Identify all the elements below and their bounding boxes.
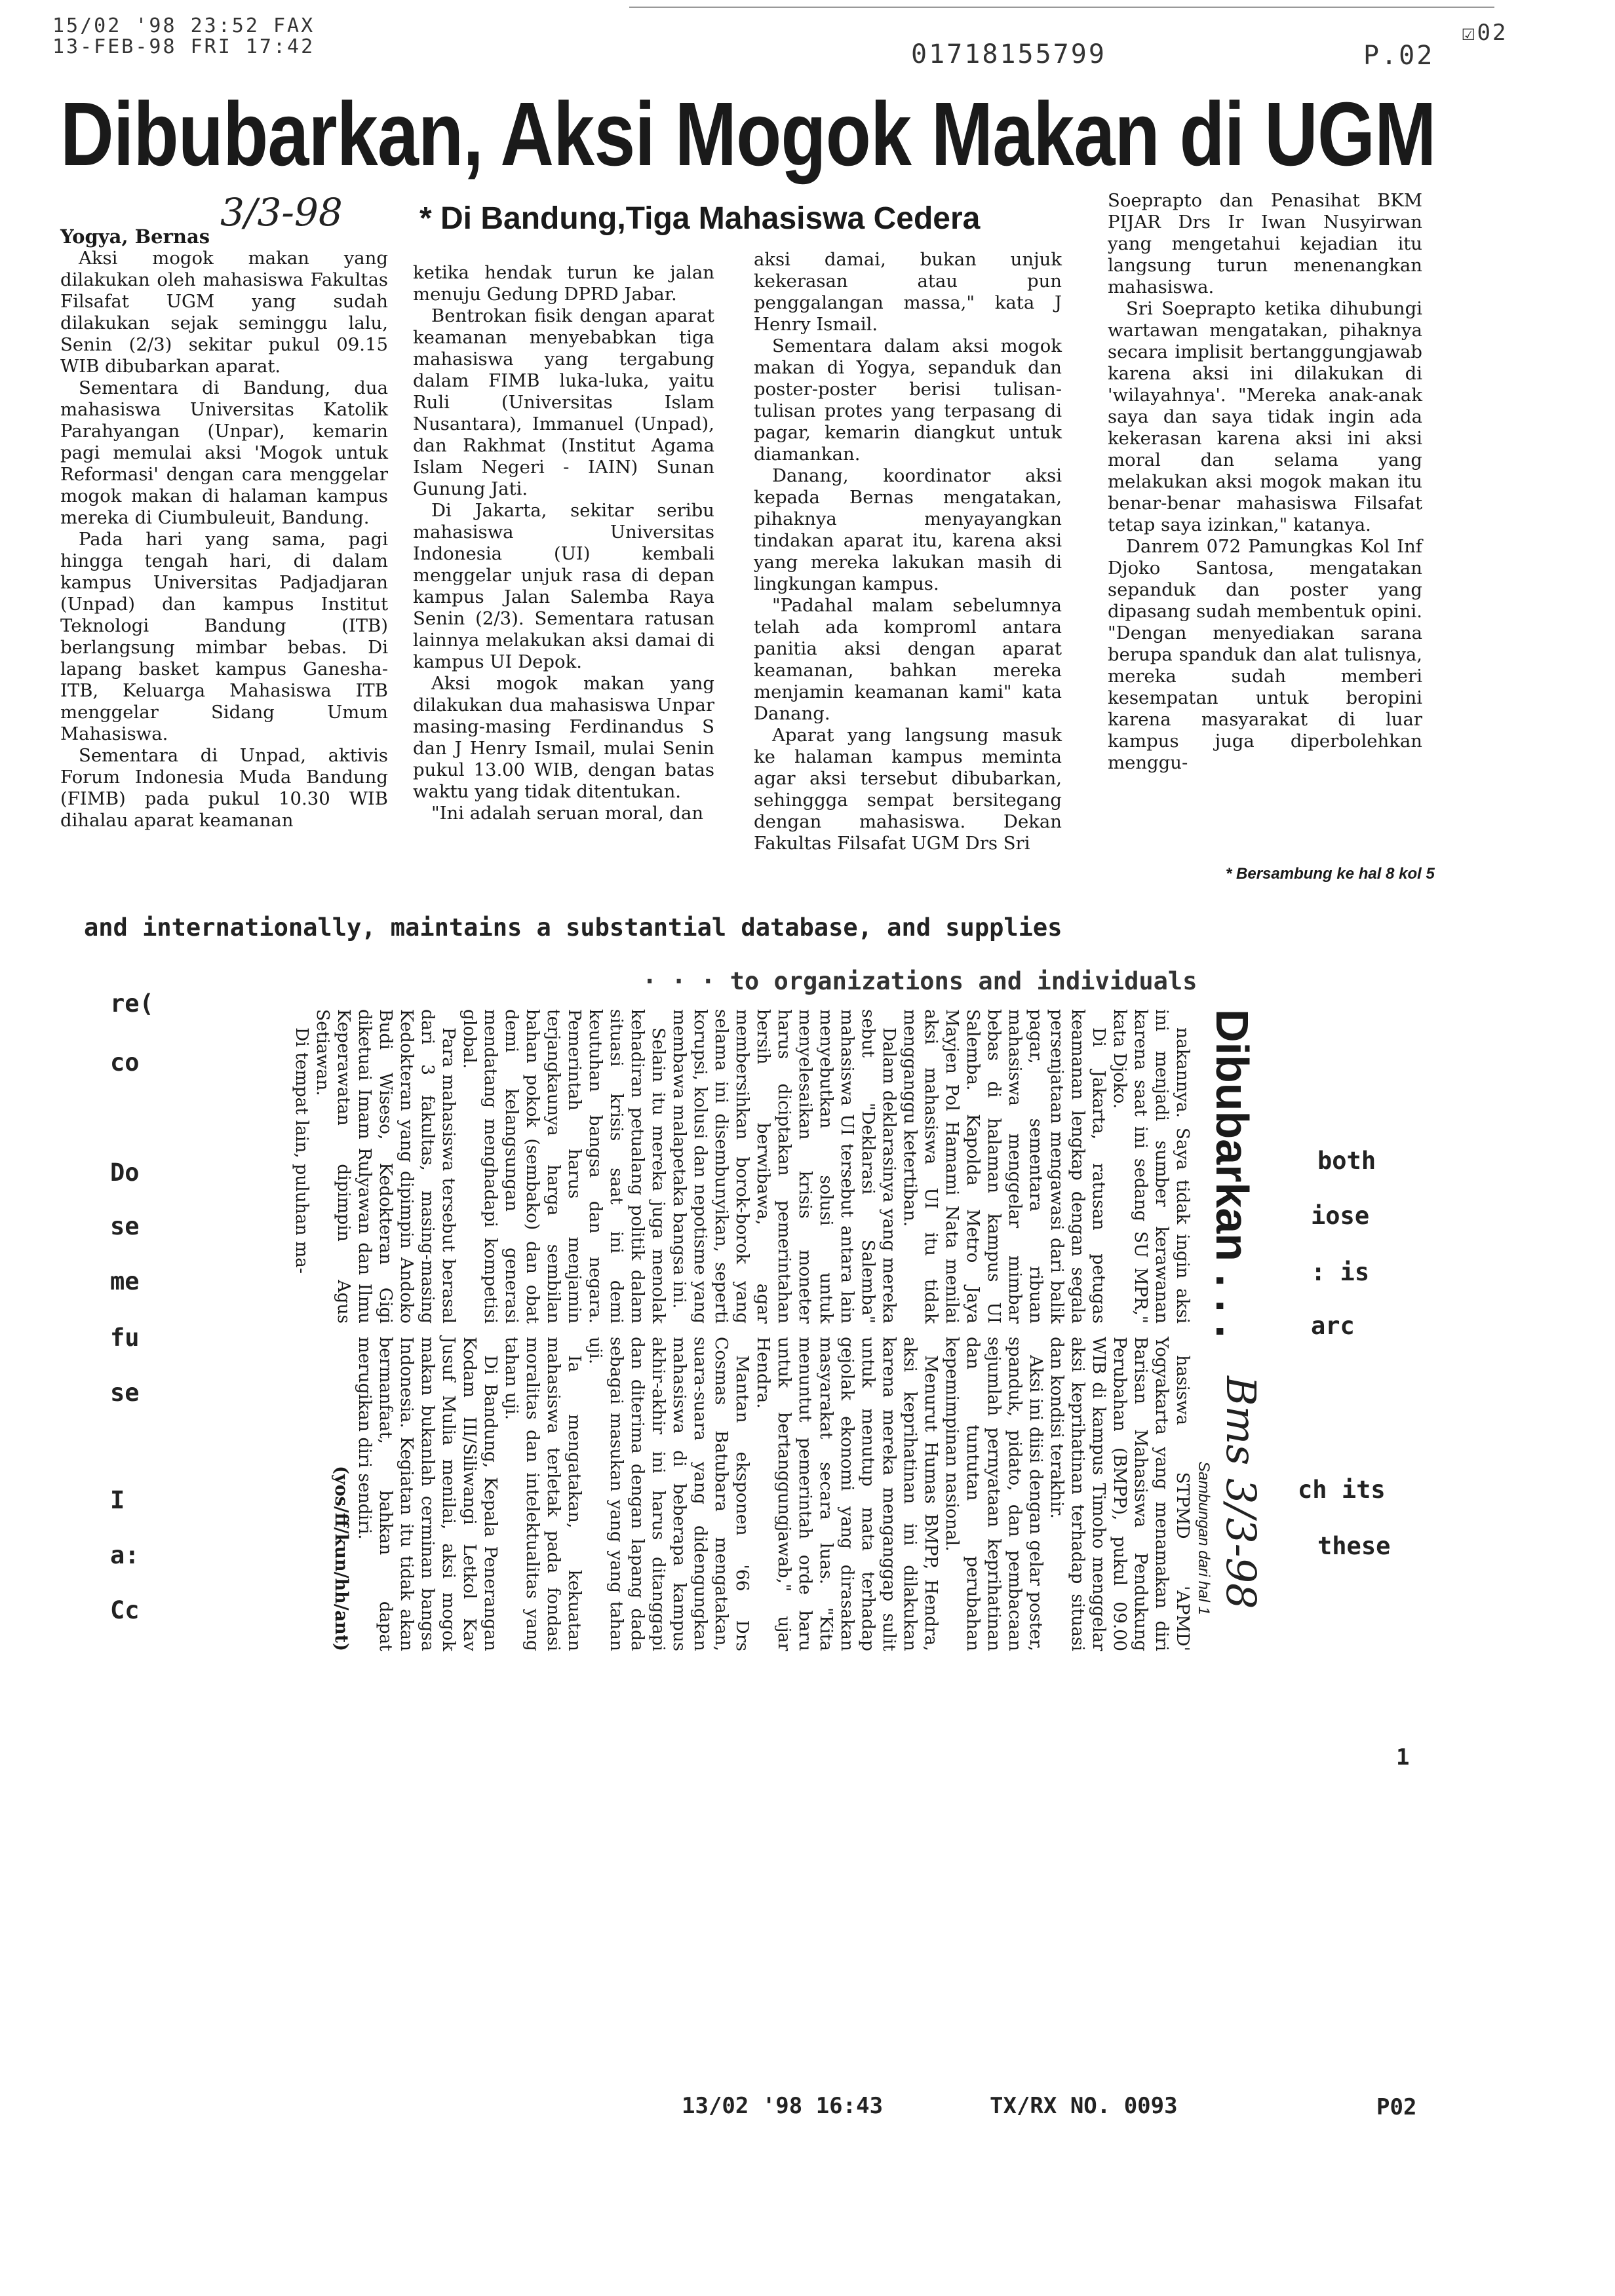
fax-number: 01718155799 [911, 39, 1106, 69]
fax-top-rule [629, 7, 1494, 8]
continuation-clipping [292, 1009, 1291, 1651]
paragraph: Aksi mogok makan yang dilakukan oleh mahasiswa Fakultas Filsafat UGM yang sudah dilakukan sejak seminggu lalu, Senin (2/3) sekitar pukul 09.15 WIB dibubarkan aparat. [60, 248, 388, 377]
continued-note: * Bersambung ke hal 8 kol 5 [1226, 865, 1435, 883]
paragraph: Sri Soeprapto ketika dihubungi wartawan mengatakan, pihaknya secara implisit bertanggungjawab karena aksi ini dilakukan di 'wilayahnya'. "Mereka anak-anak saya dan saya tidak ingin ada kekerasan karena aksi ini aksi moral dan selama yang melakukan aksi mogok makan itu benar-benar mahasiswa Filsafat tetap saya izinkan," katanya. [1108, 298, 1422, 535]
paragraph: Para mahasiswa tersebut berasal dari 3 fakultas, masing-masing Kedokteran yang dipimpin Andoko Budi Wiseso, Kedokteran Gigi diketuai Imam Rulyawan dan Ilmu Keperawatan dipimpin Agus Setiawan. [313, 1009, 459, 1324]
subhead: * Di Bandung,Tiga Mahasiswa Cedera [419, 201, 981, 236]
typed-fragment: co [110, 1048, 140, 1077]
fax-footer-page: P02 [1376, 2094, 1417, 2120]
paragraph: Bentrokan fisik dengan aparat keamanan menyebabkan tiga mahasiswa yang tergabung dalam FIMB luka-luka, yaitu Ruli (Universitas Islam Nusantara), Immanuel (Unpad), dan Rakhmat (Institut Agama Islam Negeri - IAIN) Sunan Gunung Jati. [413, 305, 714, 499]
typed-fragment: I [110, 1486, 125, 1514]
paragraph: Di tempat lain, puluhan ma- [292, 1027, 312, 1274]
typed-overlay-line1: and internationally, maintains a substantial database, and supplies [84, 913, 1062, 942]
typed-fragment: se [110, 1379, 140, 1407]
typed-overlay-line2: · · · to organizations and individuals [642, 967, 1197, 995]
paragraph: Danang, koordinator aksi kepada Bernas mengatakan, pihaknya menyayangkan tindakan aparat itu, karena aksi yang mereka lakukan masih di lingkungan kampus. [754, 465, 1062, 594]
typed-fragment: both [1317, 1147, 1376, 1175]
paragraph: Danrem 072 Pamungkas Kol Inf Djoko Santosa, mengatakan sepanduk dan poster yang dipasang sudah membentuk opini. "Dengan menyediakan sarana berupa spanduk dan alat tulisnya, mereka sudah memberi kesempatan untuk beropini karena masyarakat di luar kampus juga diperbolehkan menggu- [1108, 536, 1422, 773]
typed-fragment: fu [110, 1324, 140, 1352]
typed-fragment: iose [1311, 1202, 1370, 1230]
typed-fragment: a: [110, 1541, 140, 1569]
continuation-column-2 [330, 1337, 1193, 1651]
typed-fragment: Do [110, 1158, 140, 1187]
paragraph: aksi damai, bukan unjuk kekerasan atau pun penggalangan massa," kata J Henry Ismail. [754, 249, 1062, 335]
fax-footer-txrx: TX/RX NO. 0093 [990, 2093, 1178, 2119]
paragraph: Aksi mogok makan yang dilakukan dua mahasiswa Unpar masing-masing Ferdinandus S dan J Henry Ismail, mulai Senin pukul 13.00 WIB, dengan batas waktu yang tidak ditentukan. [413, 673, 714, 802]
continuation-signature: (yos/ff/kun/hh/ant) [331, 1466, 351, 1651]
paragraph: Di Jakarta, ratusan petugas keamanan lengkap dengan segala persenjataan mengawasi dari balik pagar, sementara ribuan mahasiswa menggelar mimbar bebas di halaman kampus UI Salemba. Kapolda Metro Jaya Mayjen Pol Hamami Nata menilai aksi mahasiswa UI itu tidak mengganggu ketertiban. [900, 1009, 1109, 1324]
continuation-column-1 [291, 1009, 1193, 1324]
paragraph: ketika hendak turun ke jalan menuju Gedung DPRD Jabar. [413, 262, 714, 305]
paragraph: Selain itu mereka juga menolak kehadiran petualang politik dalam situasi krisis saat ini demi keutuhan bangsa dan negara. Pemerintah harus menjamin terjangkaunya harga sembilan bahan pokok (sembako) dan obat demi kelangsungan generasi mendatang menghadapi kompetisi global. [459, 1009, 669, 1324]
typed-fragment: me [110, 1267, 140, 1295]
handwritten-date: 3/3-98 [220, 190, 343, 235]
article-column-2 [413, 262, 714, 824]
fax-corner-mark: ☑02 [1462, 20, 1508, 46]
fax-header-line1: 15/02 '98 23:52 FAX [52, 14, 315, 37]
paragraph: Dalam deklarasinya yang mereka sebut "Deklarasi Salemba" mahasiswa UI tersebut antara lain menyebutkan solusi untuk menyelesaikan krisis moneter harus diciptakan pemerintahan bersih berwibawa, agar membersihkan borok-borok yang selama ini disembunyikan, seperti korupsi, kolusi dan nepotisme yang membawa malapetaka bangsa ini. [669, 1009, 899, 1324]
typed-fragment: se [110, 1212, 140, 1240]
continuation-handwritten-date: Bms 3/3-98 [1217, 1376, 1265, 1609]
typed-fragment: re( [110, 989, 154, 1018]
paragraph: Ia mengatakan, kekuatan mahasiswa terletak pada fondasi moralitas dan intelektualitas yang tahan uji. [501, 1337, 585, 1651]
paragraph: "Ini adalah seruan moral, dan [431, 803, 704, 824]
paragraph: Sementara di Unpad, aktivis Forum Indonesia Muda Bandung (FIMB) pada pukul 10.30 WIB dihalau aparat keamanan [60, 745, 388, 831]
article-column-4 [1108, 190, 1422, 774]
paragraph: Sementara di Bandung, dua mahasiswa Universitas Katolik Parahyangan (Unpar), kemarin pagi memulai aksi 'Mogok untuk Reformasi' dengan cara menggelar mogok makan di halaman kampus mereka di Ciumbuleuit, Bandung. [60, 377, 388, 528]
continuation-from-note: Sambungan dari hal 1 [1195, 1461, 1213, 1615]
paragraph: nakannya. Saya tidak ingin aksi ini menjadi sumber kerawanan karena saat ini sedang SU MPR," kata Djoko. [1110, 1009, 1193, 1324]
headline: Dibubarkan, Aksi Mogok Makan di UGM [60, 84, 1436, 185]
paragraph: Menurut Humas BMPP, Hendra, aksi keprihatinan ini dilakukan karena mereka menganggap sulit untuk menutup mata terhadap gejolak ekonomi yang dirasakan masyarakat secara luas. "Kita menuntut pemerintah orde baru untuk bertanggungjawab," ujar Hendra. [753, 1337, 941, 1651]
paragraph: "Padahal malam sebelumnya telah ada komproml antara panitia aksi dengan aparat keamanan, bahkan mereka menjamin keamanan kami" kata Danang. [754, 595, 1062, 724]
paragraph: Di Jakarta, sekitar seribu mahasiswa Universitas Indonesia (UI) kembali menggelar unjuk rasa di depan kampus Jalan Salemba Raya Senin (2/3). Sementara ratusan lainnya melakukan aksi damai di kampus UI Depok. [413, 500, 714, 672]
paragraph: Di Bandung, Kepala Penerangan Kodam III/Siliwangi Letkol Kav Jusuf Mulia menilai, aksi mogok makan bukanlah cerminan bangsa Indonesia. Kegiatan itu tidak akan bermanfaat, bahkan dapat merugikan diri sendiri. [355, 1337, 501, 1651]
fax-footer-datetime: 13/02 '98 16:43 [682, 2093, 884, 2119]
paragraph: Aparat yang langsung masuk ke halaman kampus meminta agar aksi tersebut dibubarkan, sehinggga sempat bersitegang dengan mahasiswa. Dekan Fakultas Filsafat UGM Drs Sri [754, 725, 1062, 854]
typed-fragment: Cc [110, 1596, 140, 1624]
typed-fragment: arc [1311, 1312, 1355, 1340]
paragraph: Aksi ini diisi dengan gelar poster, spanduk, pidato, dan pembacaan sejumlah pernyataan keprihatinan dan tuntutan perubahan kepemimpinan nasional. [942, 1337, 1046, 1651]
article-column-3 [754, 249, 1062, 854]
continuation-title: Dibubarkan . . . [1207, 1009, 1258, 1338]
article-column-1 [60, 248, 388, 832]
fax-header-line2: 13-FEB-98 FRI 17:42 [52, 35, 315, 58]
paragraph: Mantan eksponen '66 Drs Cosmas Batubara mengatakan, suara-suara yang didengungkan mahasiswa di beberapa kampus akhir-akhir ini harus ditanggapi dan diterima dengan lapang dada sebagai masukan yang yang tahan uji. [585, 1337, 752, 1651]
paragraph: Sementara dalam aksi mogok makan di Yogya, sepanduk dan poster-poster berisi tulisan-tulisan protes yang terpasang di pagar, kemarin diangkut untuk diamankan. [754, 335, 1062, 465]
typed-fragment: : is [1311, 1258, 1370, 1286]
paragraph: Soeprapto dan Penasihat BKM PIJAR Drs Ir Iwan Nusyirwan yang mengetahui kejadian itu langsung turun menenangkan mahasiswa. [1108, 190, 1422, 297]
typed-page-number: 1 [1396, 1744, 1410, 1770]
dateline: Yogya, Bernas [60, 225, 210, 248]
paragraph: hasiswa STPMD 'APMD' Yogyakarta yang menamakan diri Barisan Mahasiswa Pendukung Perubahan (BMPP), pukul 09.00 WIB di kampus Timoho menggelar aksi keprihatinan terhadap situasi dan kondisi terakhir. [1047, 1337, 1193, 1651]
paragraph: Pada hari yang sama, pagi hingga tengah hari, di dalam kampus Universitas Padjadjaran (Unpad) dan kampus Institut Teknologi Bandung (ITB) berlangsung mimbar bebas. Di lapang basket kampus Ganesha-ITB, Keluarga Mahasiswa ITB menggelar Sidang Umum Mahasiswa. [60, 529, 388, 744]
fax-page: P.02 [1363, 41, 1435, 71]
typed-fragment: ch its [1298, 1476, 1386, 1504]
typed-fragment: these [1317, 1532, 1391, 1560]
